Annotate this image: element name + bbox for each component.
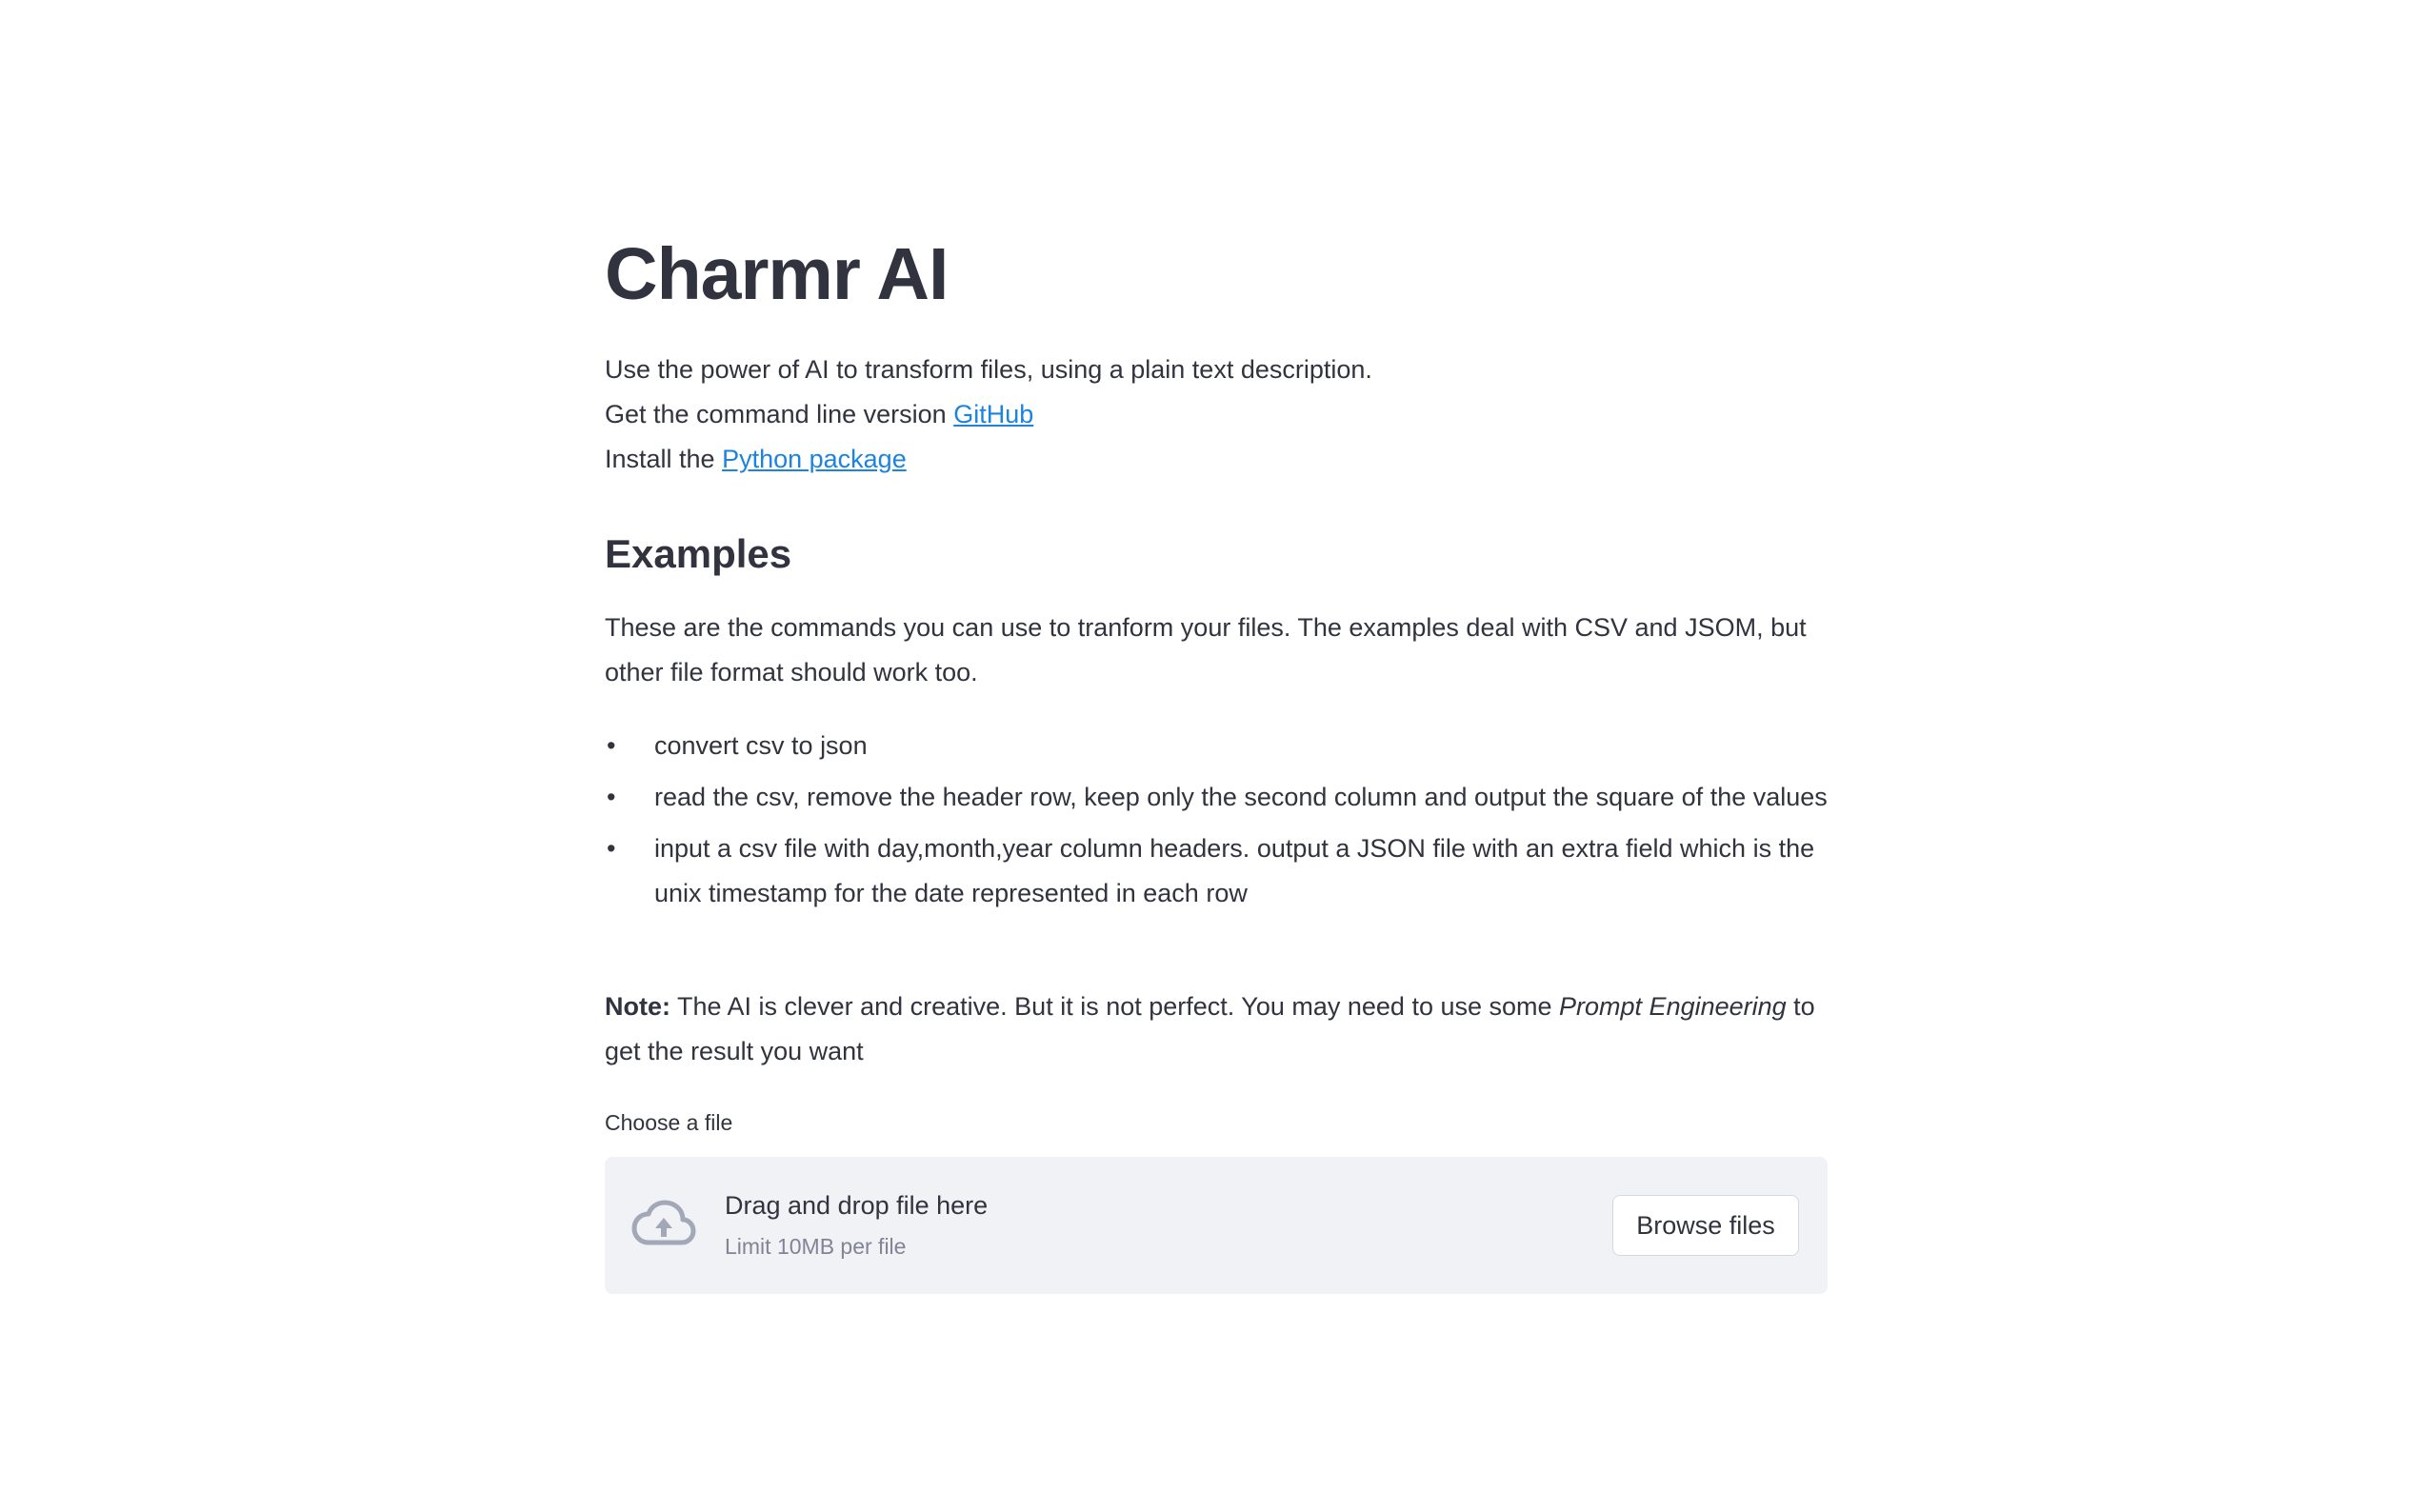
cloud-upload-icon — [630, 1195, 696, 1252]
example-text: input a csv file with day,month,year column headers. output a JSON file with an extra field which is the unix timestamp for the date represented in each row — [654, 834, 1815, 907]
bullet-icon: • — [607, 834, 616, 863]
bullet-icon: • — [607, 731, 616, 760]
note-text-end: to get the result you want — [605, 992, 1815, 1065]
file-limit-text: Limit 10MB per file — [725, 1234, 907, 1259]
list-item — [605, 724, 1828, 768]
note-text: The AI is clever and creative. But it is not perfect. You may need to use some — [670, 992, 1560, 1021]
note-label: Note: — [605, 992, 670, 1021]
file-dropzone[interactable] — [605, 1157, 1828, 1294]
bullet-icon: • — [607, 783, 616, 811]
note-emphasis: Prompt Engineering — [1559, 992, 1787, 1021]
browse-files-button[interactable]: Browse files — [1612, 1195, 1799, 1256]
python-package-link[interactable]: Python package — [722, 445, 907, 473]
intro-line-1: Use the power of AI to transform files, using a plain text description. — [605, 355, 1372, 384]
intro-line-2 — [605, 392, 1828, 437]
example-text: convert csv to json — [654, 731, 868, 760]
list-item — [605, 775, 1828, 820]
examples-heading: Examples — [605, 531, 792, 576]
page-title: Charmr AI — [605, 233, 949, 315]
drop-text: Drag and drop file here — [725, 1191, 989, 1220]
intro-line-3 — [605, 437, 1828, 482]
intro-section — [605, 348, 1828, 482]
list-item — [605, 826, 1828, 916]
examples-list — [605, 724, 1828, 923]
github-link[interactable]: GitHub — [953, 400, 1034, 428]
examples-description: These are the commands you can use to tranform your files. The examples deal with CSV and JSOM, but other file format should work too. — [605, 613, 1807, 686]
example-text: read the csv, remove the header row, keep only the second column and output the square of the values — [654, 783, 1828, 811]
note-paragraph — [605, 985, 1828, 1074]
file-uploader-label: Choose a file — [605, 1110, 733, 1135]
intro-line-3-text: Install the — [605, 445, 723, 473]
dropzone-instructions — [725, 1187, 988, 1262]
intro-line-2-text: Get the command line version — [605, 400, 954, 428]
